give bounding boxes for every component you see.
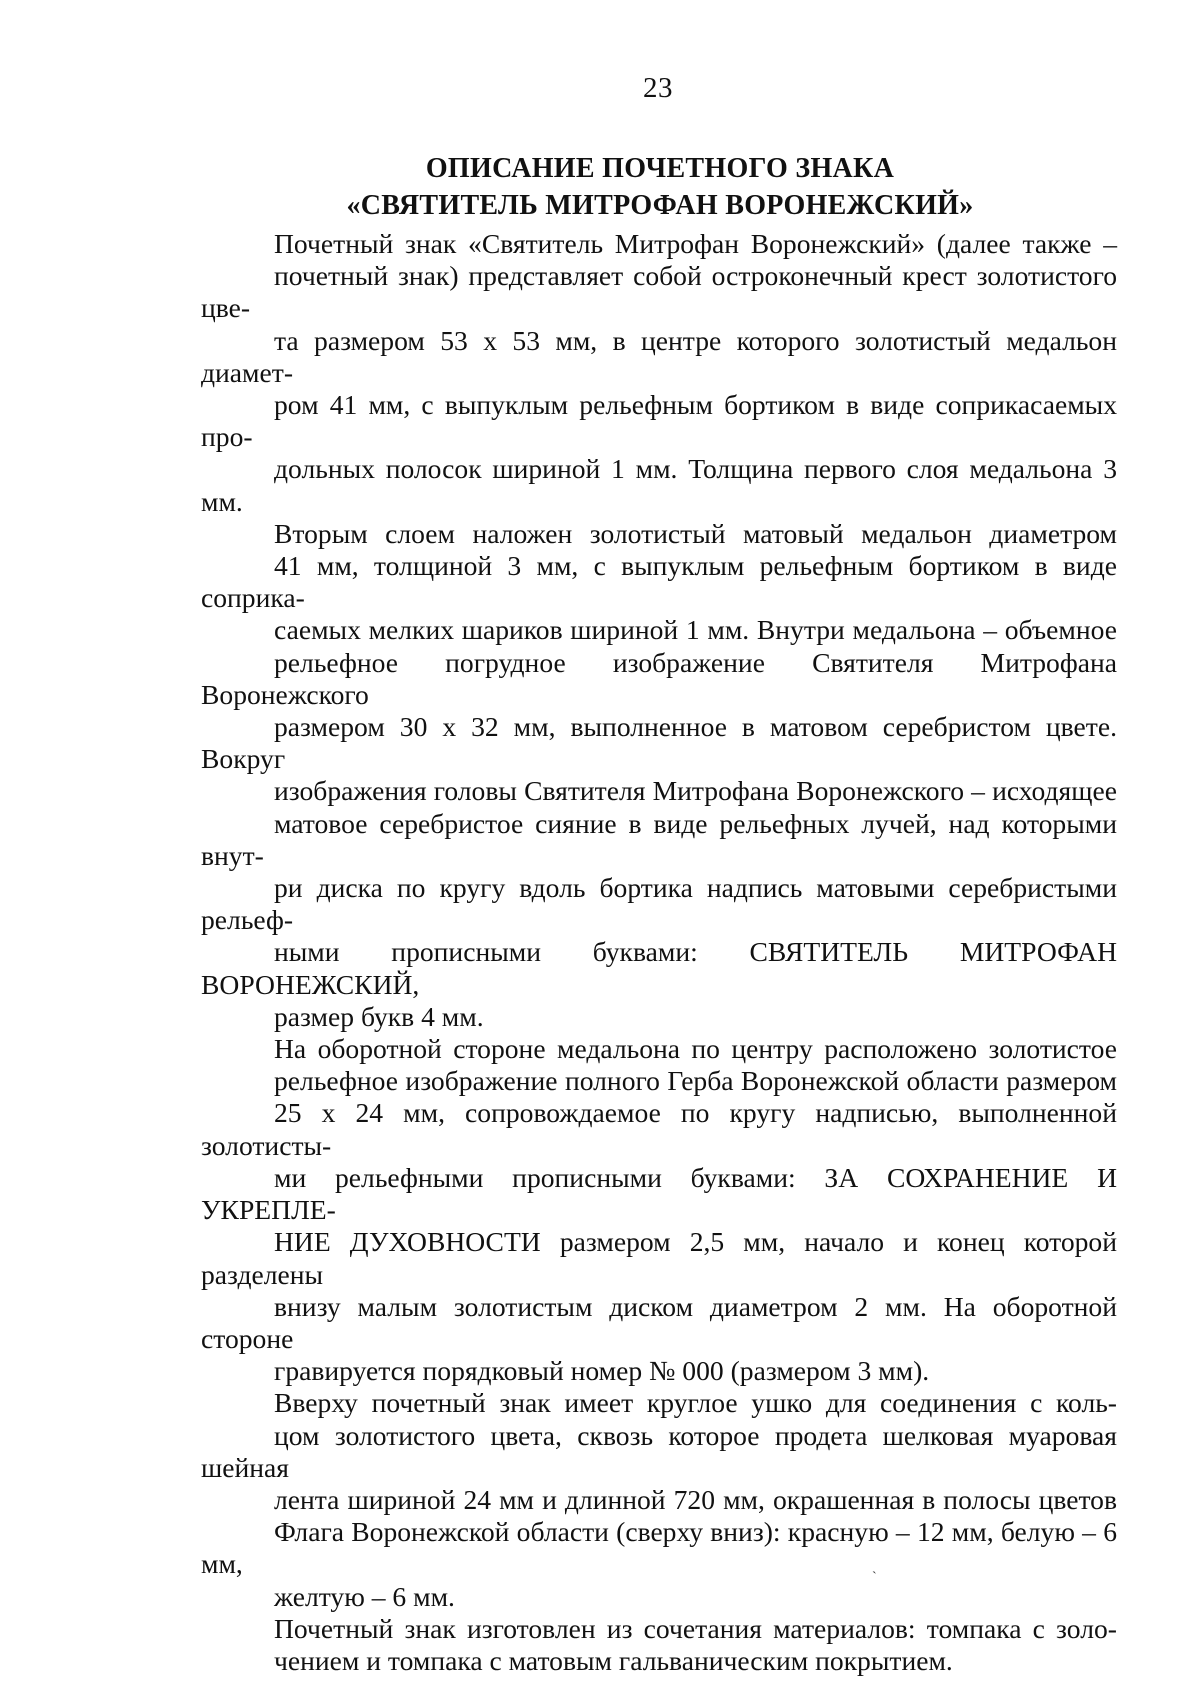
text-line: Почетный знак изготовлен из сочетания материалов: томпака с золо- [274, 1612, 1117, 1644]
title-line-1: ОПИСАНИЕ ПОЧЕТНОГО ЗНАКА [425, 153, 895, 184]
text-line: лента шириной 24 мм и длинной 720 мм, окрашенная в полосы цветов [274, 1483, 1117, 1515]
text-line: размером 30 х 32 мм, выполненное в матовом серебристом цвете. Вокруг [201, 711, 1117, 775]
text-line: Почетный знак «Святитель Митрофан Воронежский» (далее также – [274, 228, 1117, 259]
text-line: На оборотной стороне медальона по центру расположено золотистое [274, 1033, 1117, 1065]
paragraph-3 [201, 1033, 1117, 1387]
text-line: внизу малым золотистым диском диаметром 2 мм. На оборотной стороне [201, 1290, 1117, 1354]
paragraph-4 [201, 1387, 1117, 1612]
text-line: Вторым слоем наложен золотистый матовый медальон диаметром [274, 517, 1117, 549]
document-title [200, 150, 1120, 224]
text-line: 41 мм, толщиной 3 мм, с выпуклым рельефным бортиком в виде соприка- [201, 550, 1117, 614]
text-line: дольных полосок шириной 1 мм. Толщина первого слоя медальона 3 мм. [201, 453, 1117, 517]
text-line: саемых мелких шариков шириной 1 мм. Внутри медальона – объемное [274, 614, 1117, 646]
text-line: рельефное изображение полного Герба Воронежской области размером [274, 1065, 1117, 1097]
paragraph-5 [201, 1613, 1117, 1677]
paragraph-2 [201, 518, 1117, 1033]
text-line: ными прописными буквами: СВЯТИТЕЛЬ МИТРОФАН ВОРОНЕЖСКИЙ, [201, 936, 1117, 1000]
text-line: желтую – 6 мм. [274, 1580, 455, 1612]
text-line: размер букв 4 мм. [274, 1000, 484, 1032]
text-line: та размером 53 х 53 мм, в центре которого золотистый медальон диамет- [201, 324, 1117, 388]
text-line: чением и томпака с матовым гальваническим покрытием. [274, 1644, 953, 1676]
paragraph-1 [201, 228, 1117, 518]
page-number: 23 [643, 72, 673, 104]
text-line: Флага Воронежской области (сверху вниз): красную – 12 мм, белую – 6 мм, [201, 1516, 1117, 1580]
document-body [201, 228, 1117, 1677]
text-line: Вверху почетный знак имеет круглое ушко для соединения с коль- [274, 1387, 1117, 1419]
text-line: рельефное погрудное изображение Святителя Митрофана Воронежского [201, 646, 1117, 710]
text-line: ри диска по кругу вдоль бортика надпись матовыми серебристыми рельеф- [201, 872, 1117, 936]
text-line: НИЕ ДУХОВНОСТИ размером 2,5 мм, начало и конец которой разделены [201, 1226, 1117, 1290]
text-line: матовое серебристое сияние в виде рельефных лучей, над которыми внут- [201, 807, 1117, 871]
text-line: ми рельефными прописными буквами: ЗА СОХРАНЕНИЕ И УКРЕПЛЕ- [201, 1161, 1117, 1226]
text-line: цом золотистого цвета, сквозь которое продета шелковая муаровая шейная [201, 1419, 1117, 1483]
text-line: почетный знак) представляет собой остроконечный крест золотистого цве- [201, 260, 1117, 324]
text-line: 25 х 24 мм, сопровождаемое по кругу надписью, выполненной золотисты- [201, 1097, 1117, 1161]
text-line: изображения головы Святителя Митрофана Воронежского – исходящее [274, 775, 1117, 807]
scan-artifact-mark: ˋ [872, 1570, 877, 1585]
text-line: ром 41 мм, с выпуклым рельефным бортиком в виде соприкасаемых про- [201, 389, 1117, 453]
title-line-2: «СВЯТИТЕЛЬ МИТРОФАН ВОРОНЕЖСКИЙ» [346, 190, 974, 221]
text-line: гравируется порядковый номер № 000 (размером 3 мм). [274, 1355, 930, 1387]
